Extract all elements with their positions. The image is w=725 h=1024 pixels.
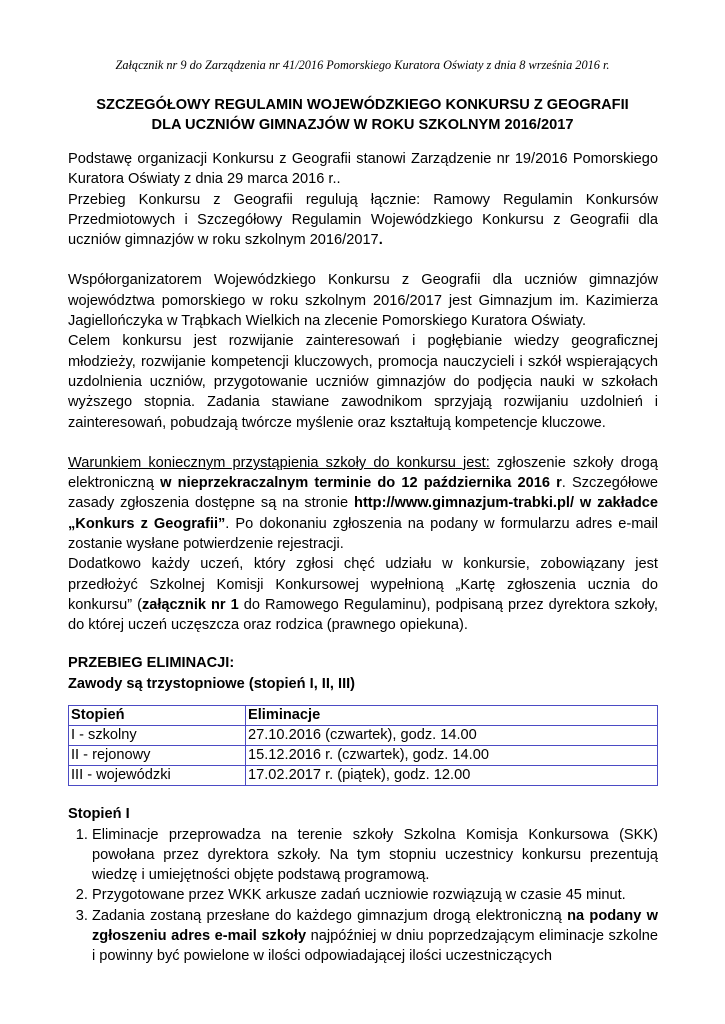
paragraph-regulations bbox=[68, 190, 658, 251]
section-subheading: Zawody są trzystopniowe (stopień I, II, III) bbox=[68, 675, 356, 692]
list-item: 1. Eliminacje przeprowadza na terenie szkoły Szkolna Komisja Konkursowa (SKK) powołana przez dyrektora szkoły. Na tym stopniu uczestnicy konkursu prezentują wiedzę i umiejętności objęte podstawą programową. bbox=[92, 825, 658, 886]
paragraph-legal-basis: Podstawę organizacji Konkursu z Geografii stanowi Zarządzenie nr 19/2016 Pomorskiego Kuratora Oświaty z dnia 29 marca 2016 r.. bbox=[68, 151, 658, 188]
table-cell: III - wojewódzki bbox=[69, 765, 246, 785]
header-cell bbox=[246, 705, 658, 725]
text: . bbox=[378, 232, 383, 249]
text: Stopień bbox=[71, 706, 125, 723]
paragraph-registration bbox=[68, 453, 658, 554]
stage-heading: Stopień I bbox=[68, 805, 130, 822]
deadline: w nieprzekraczalnym terminie do 12 października 2016 r bbox=[160, 475, 562, 492]
text: . Szczegółowe zasady zgłoszenia dostępne są na stronie bbox=[68, 475, 658, 512]
section-heading: PRZEBIEG ELIMINACJI: bbox=[68, 654, 235, 671]
paragraph-co-organizer: Współorganizatorem Wojewódzkiego Konkursu z Geografii dla uczniów gimnazjów województwa pomorskiego w roku szkolnym 2016/2017 jest Gimnazjum im. Kazimierza Jagiellończyka w Trąbkach Wielkich na zlecenie Pomorskiego Kuratora Oświaty. bbox=[68, 272, 658, 330]
text: Dodatkowo każdy uczeń, który zgłosi chęć udziału w konkursie, zobowiązany jest przedłożyć Szkolnej Komisji Konkursowej wypełnioną „Kartę zgłoszenia ucznia do konkursu” ( bbox=[68, 556, 658, 613]
title-line-2: DLA UCZNIÓW GIMNAZJÓW W ROKU SZKOLNYM 2016/2017 bbox=[151, 117, 574, 133]
attachment-note: Załącznik nr 9 do Zarządzenia nr 41/2016 Pomorskiego Kuratora Oświaty z dnia 8 września 2016 r. bbox=[115, 58, 610, 72]
table-cell: 27.10.2016 (czwartek), godz. 14.00 bbox=[246, 725, 658, 745]
website-link[interactable]: http://www.gimnazjum-trabki.pl/ w zakładce „Konkurs z Geografii” bbox=[68, 495, 658, 532]
title-line-1: SZCZEGÓŁOWY REGULAMIN WOJEWÓDZKIEGO KONKURSU Z GEOGRAFII bbox=[96, 97, 629, 113]
table-row bbox=[69, 725, 658, 745]
text: Zadania zostaną przesłane do każdego gimnazjum drogą elektroniczną bbox=[92, 907, 568, 924]
document-body bbox=[68, 149, 658, 967]
table-cell: 17.02.2017 r. (piątek), godz. 12.00 bbox=[246, 765, 658, 785]
list-item: 2. Przygotowane przez WKK arkusze zadań uczniowie rozwiązują w czasie 45 minut. bbox=[92, 885, 658, 905]
text: na podany w zgłoszeniu adres e-mail szkoły bbox=[92, 907, 658, 945]
document-title bbox=[0, 95, 725, 135]
text: . Po dokonaniu zgłoszenia na podany w formularzu adres e-mail zostanie wysłane potwierdzenie rejestracji. bbox=[68, 515, 658, 553]
text: Eliminacje bbox=[248, 706, 321, 723]
table-cell: I - szkolny bbox=[69, 725, 246, 745]
text: zgłoszenie szkoły drogą elektroniczną bbox=[68, 454, 658, 492]
paragraph-goals: Celem konkursu jest rozwijanie zainteresowań i pogłębianie wiedzy geograficznej młodzieży, rozwijanie kompetencji kluczowych, promocja nauczycieli i szkół wspierających uzdolnienia uczniów, przygotowanie uczniów gimnazjów do podjęcia nauki w szkołach wyższego stopnia. Zadania stawiane zawodnikom sprzyjają rozwijaniu uzdolnień i zainteresowań, pobudzają twórcze myślenie oraz kształtują kompetencje kluczowe. bbox=[68, 333, 658, 431]
stages-table bbox=[68, 705, 658, 786]
text: do Ramowego Regulaminu), podpisaną przez dyrektora szkoły, do której uczeń uczęszcza oraz rodzica (prawnego opiekuna). bbox=[68, 596, 658, 634]
table-row bbox=[69, 765, 658, 785]
attachment-ref: załącznik nr 1 bbox=[141, 596, 239, 613]
table-row bbox=[69, 745, 658, 765]
header-cell bbox=[69, 705, 246, 725]
paragraph-student-card bbox=[68, 554, 658, 635]
table-header-row bbox=[69, 705, 658, 725]
list-item bbox=[92, 906, 658, 967]
text: Przebieg Konkursu z Geografii regulują łącznie: Ramowy Regulamin Konkursów Przedmiotowych i Szczegółowy Regulamin Wojewódzkiego Konkursu z Geografii dla uczniów gimnazjów w roku szkolnym 2016/2017 bbox=[68, 191, 658, 249]
text: najpóźniej w dniu poprzedzającym eliminacje szkolne i powinny być powielone w ilości odpowiadającej ilości uczestniczących bbox=[92, 928, 658, 965]
stage-list bbox=[68, 825, 658, 967]
condition-label: Warunkiem koniecznym przystąpienia szkoły do konkursu jest: bbox=[68, 454, 490, 471]
table-cell: II - rejonowy bbox=[69, 745, 246, 765]
table-cell: 15.12.2016 r. (czwartek), godz. 14.00 bbox=[246, 745, 658, 765]
